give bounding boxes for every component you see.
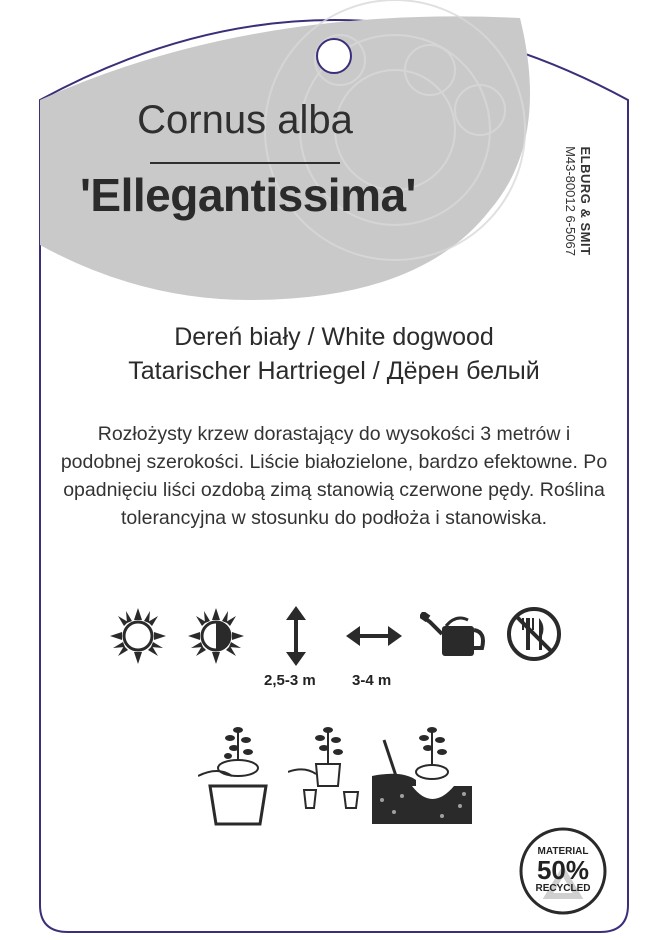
side-code (563, 101, 593, 301)
recycle-line-3: RECYCLED (535, 883, 591, 894)
hang-hole (317, 39, 351, 73)
height-arrow-icon (284, 606, 308, 666)
partial-shade-icon (188, 608, 244, 664)
title-divider (150, 162, 340, 164)
width-label: 3-4 m (352, 672, 392, 689)
recycle-badge-text (520, 846, 606, 894)
planting-step-1-icon (198, 716, 278, 826)
width-arrow-icon (346, 624, 402, 648)
planting-step-3-icon (372, 716, 472, 828)
recycle-line-2: 50% (536, 855, 590, 885)
common-names-line-2: Tatarischer Hartriegel / Дёрен белый (128, 357, 540, 385)
watering-can-icon (420, 612, 488, 658)
not-edible-icon (506, 606, 562, 662)
full-sun-icon (110, 608, 166, 664)
cultivar-name: 'Ellegantissima' (79, 169, 416, 221)
recycle-line-1: MATERIAL (537, 846, 589, 857)
common-names (40, 320, 628, 388)
height-label: 2,5-3 m (264, 672, 316, 689)
product-code: M43-80012 6-5067 (563, 146, 578, 256)
planting-step-2-icon (288, 716, 368, 816)
plant-description: Rozłożysty krzew dorastający do wysokości 3 metrów i podobnej szerokości. Liście białozielone, bardzo efektowne. Po opadnięciu liści ozdobą zimą stanowią czerwone pędy. Roślina tolerancyjna w stosunku do podłoża i stanowiska. (60, 423, 608, 529)
brand-name: ELBURG & SMIT (578, 146, 593, 256)
common-names-line-1: Dereń biały / White dogwood (174, 323, 494, 351)
latin-name: Cornus alba (137, 98, 353, 142)
